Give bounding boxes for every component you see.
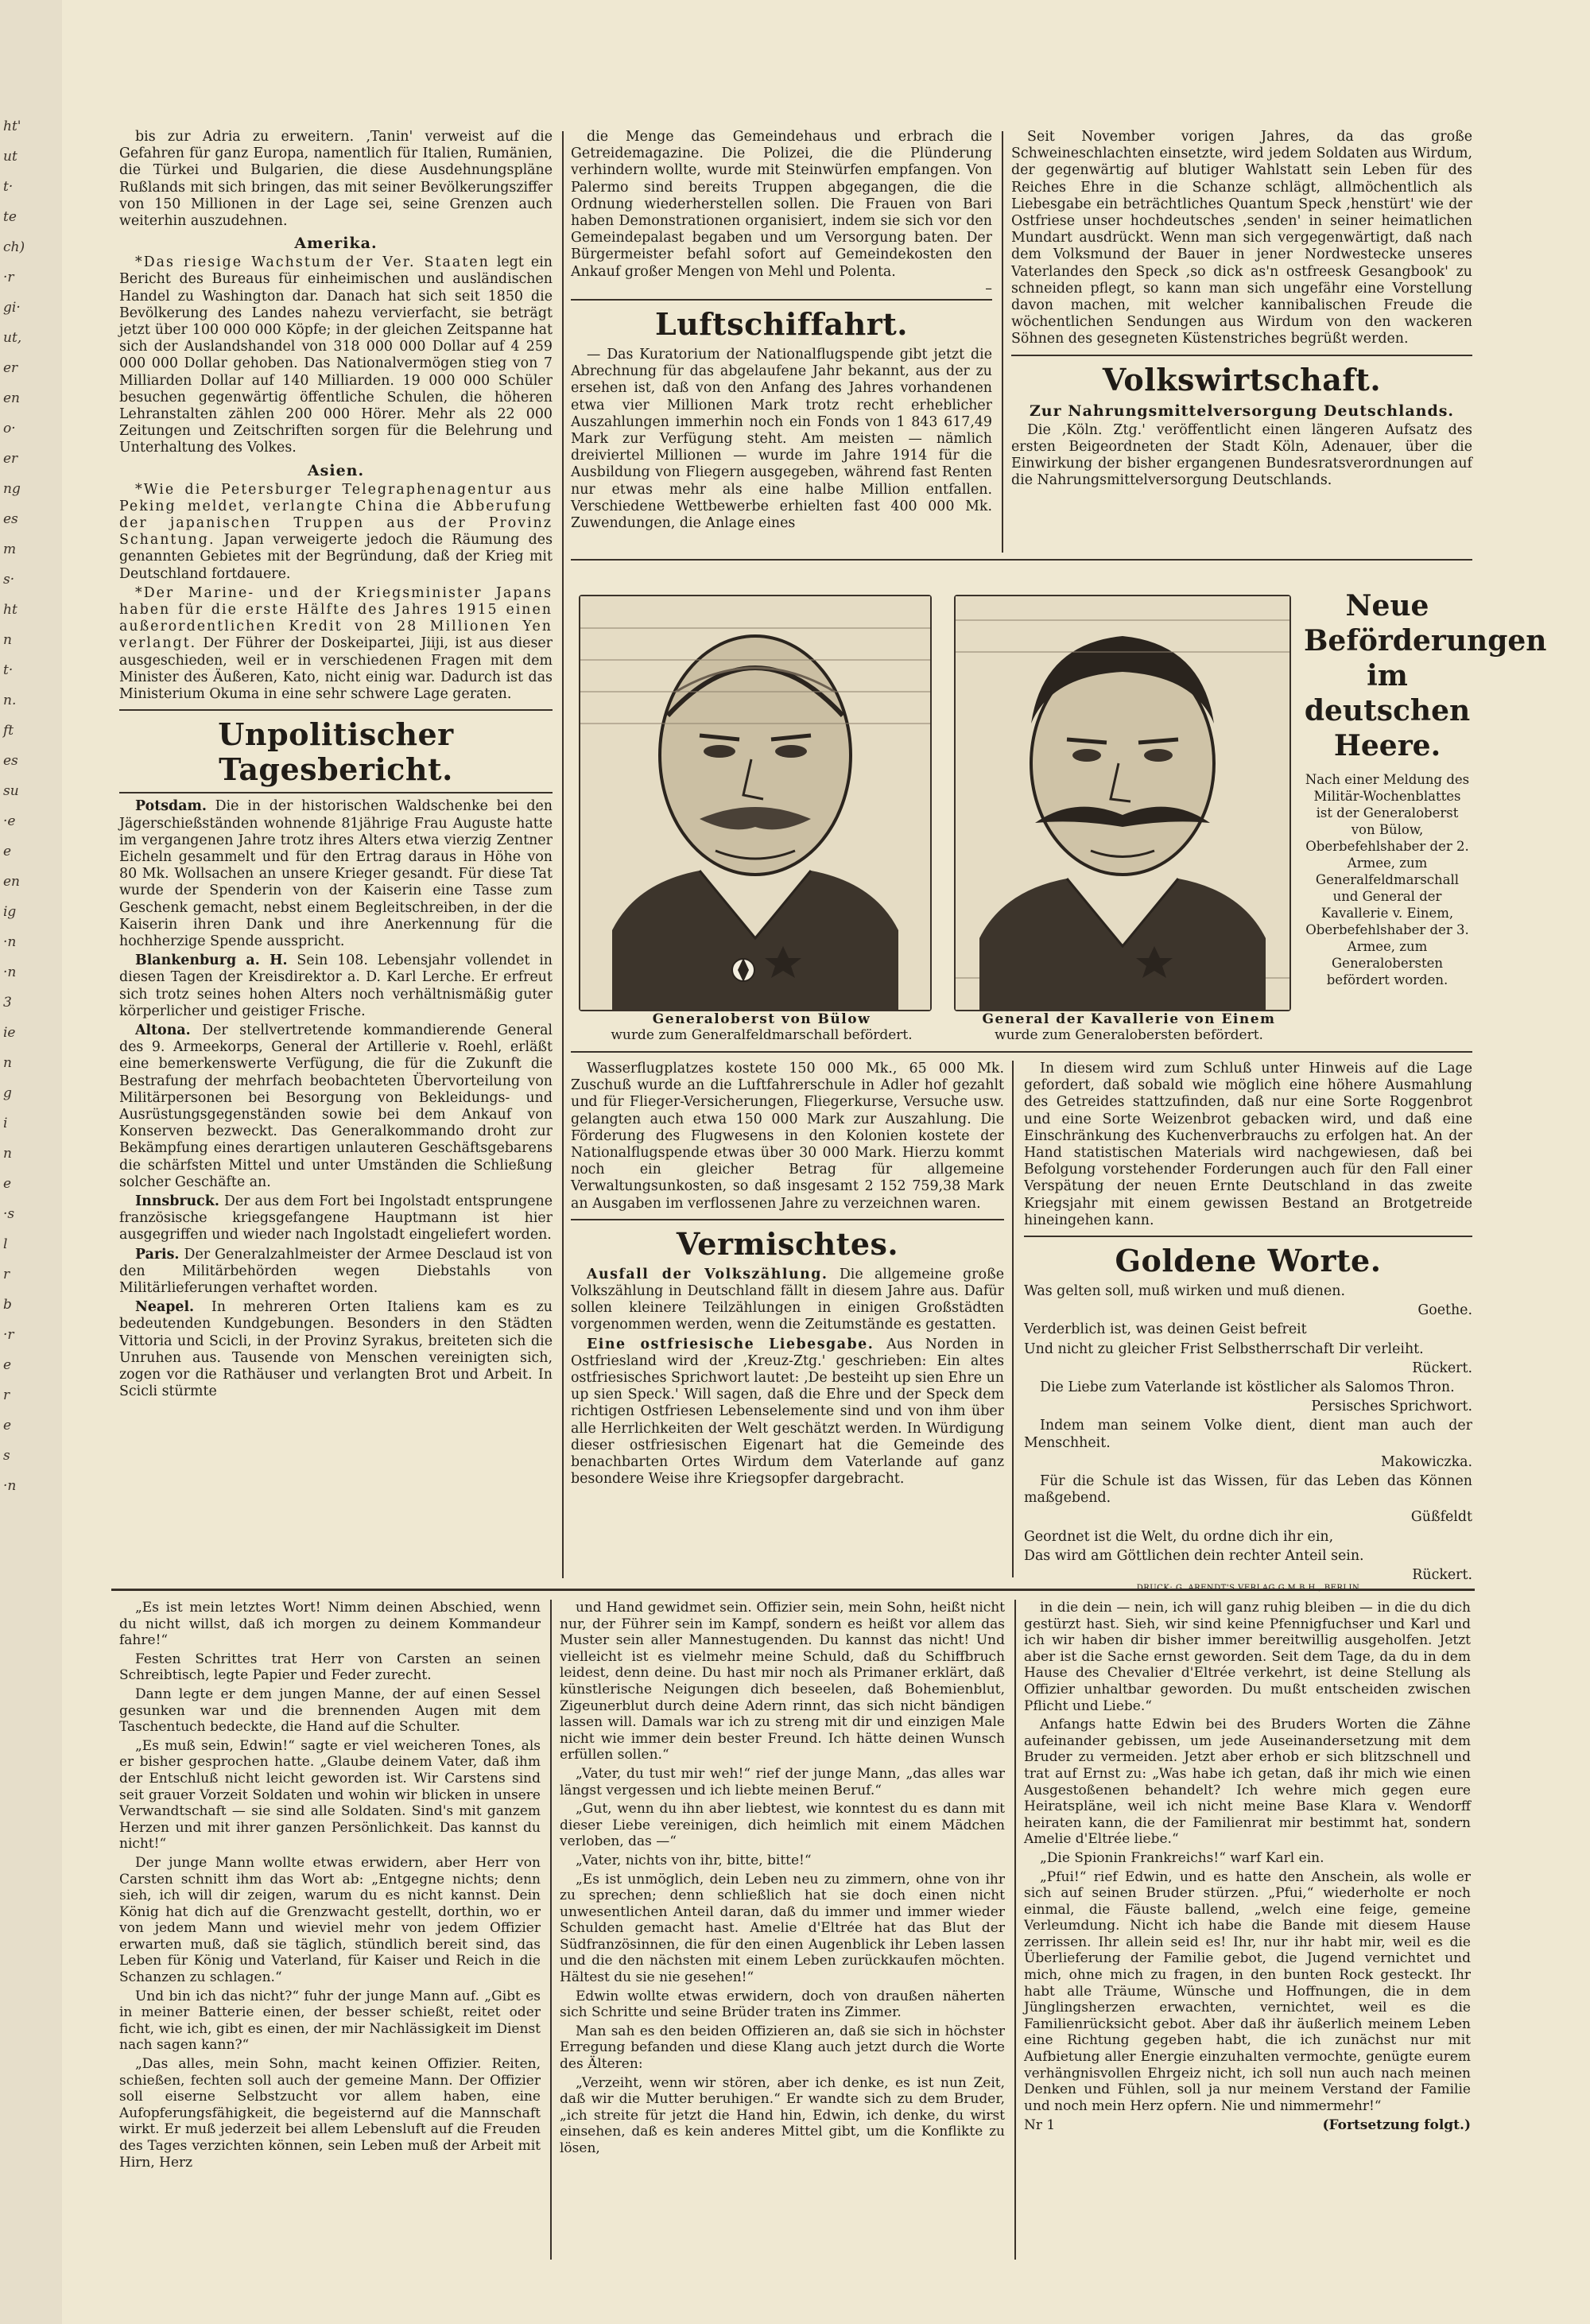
quote-persian-author: Persisches Sprichwort.	[1311, 1399, 1472, 1415]
dateline-paris: Paris.	[135, 1246, 180, 1263]
gutter-fragment: ·n	[3, 934, 17, 950]
section-divider	[1011, 355, 1472, 356]
subheading-food-supply: Zur Nahrungsmittelversorgung Deutschlands.	[1029, 402, 1455, 420]
report-innsbruck-body: Der aus dem Fort bei Ingolstadt entsprungene französische kriegsgefangene Hauptmann ist hier ausgegriffen und wieder nach Ingolstadt eingeliefert worden.	[119, 1193, 553, 1243]
serial-2-p8: „Verzeiht, wenn wir stören, aber ich denke, es ist nun Zeit, daß wir die Mutter beruhigen.“ Er wandte sich zu dem Bruder, „ich streite für jetzt die Hand hin, Edwin, ich denke, du wirst einsehen, daß es kein anderes Mittel gibt, um die Konflikte zu lösen,	[560, 2074, 1005, 2156]
gutter-fragment: o·	[3, 421, 16, 436]
gutter-fragment: s	[3, 1448, 10, 1464]
gutter-fragment: n	[3, 1055, 12, 1071]
article-aviation-fund: — Das Kuratorium der Nationalflugspende gibt jetzt die Abrechnung für das abgelaufene Jahr bekannt, aus der zu ersehen ist, daß von den Anfang des Jahres vorhandenen etwa vier Millionen Mark trotz recht erheblicher Auszahlungen immerhin noch ein Fonds von 1 843 617,49 Mark zur Verfügung steht. Am meisten — nämlich dreiviertel Millionen — wurde im Jahre 1914 für die Ausbildung von Fliegern ausgegeben, während fast Renten nur etwas mehr als eine halbe Million entfallen. Verschiedene Wettbewerbe erhielten fast 400 000 Mk. Zuwendungen, die Anlage eines	[571, 347, 992, 532]
quote-rueckert-2-author: Rückert.	[1412, 1567, 1472, 1584]
article-japan-credit	[119, 585, 553, 703]
column-rule	[1012, 1061, 1014, 1577]
article-china-japan-lead: *Wie die Petersburger Telegraphenagentur aus Peking meldet, verlangte China die Abberufung der japanischen Truppen aus der Provinz Schantung.	[119, 481, 553, 549]
gutter-fragment: en	[3, 874, 21, 890]
caption-einem-name: General der Kavallerie von Einem	[982, 1011, 1276, 1027]
portrait-buelow-image	[580, 596, 930, 1010]
gutter-fragment: er	[3, 360, 18, 376]
column-left	[119, 129, 553, 1576]
article-frisian-gift	[571, 1337, 1004, 1488]
section-divider	[119, 792, 553, 793]
serial-1-p1: „Es ist mein letztes Wort! Nimm deinen Abschied, wenn du nicht willst, daß ich morgen zu deinem Kommandeur fahre!“	[119, 1600, 541, 1649]
gutter-fragment: n	[3, 1146, 12, 1162]
quote-makowiczka-author: Makowiczka.	[1381, 1453, 1472, 1470]
gutter-fragment: e	[3, 1357, 12, 1373]
caption-buelow	[579, 1011, 944, 1043]
gutter-fragment: m	[3, 541, 17, 557]
gutter-fragment: te	[3, 209, 17, 225]
gutter-fragment: s·	[3, 572, 15, 588]
dateline-blankenburg: Blankenburg a. H.	[135, 952, 288, 969]
quote-goethe: Was gelten soll, muß wirken und muß dienen.	[1024, 1283, 1346, 1300]
column-right-top	[1011, 129, 1472, 550]
gutter-fragment: gi·	[3, 300, 21, 316]
serial-1-p5: Der junge Mann wollte etwas erwidern, aber Herr von Carsten schnitt ihm das Wort ab: „Entgegne nichts; denn sieh, ich will dir zeigen, warum du es nicht kannst. Dein König hat dich auf die Grenzwacht gestellt, dorthin, wo er von jedem Mann und wieviel mehr von jedem Offizier erwarten muß, daß sie täglich, stündlich bereit sind, das Leben für König und Vaterland, für Kaiser und Reich in die Schanzen zu schlagen.“	[119, 1854, 541, 1986]
report-paris-body: Der Generalzahlmeister der Armee Desclaud ist von den Militärbehörden wegen Diebstahls von Militärlieferungen verhaftet worden.	[119, 1246, 553, 1296]
promotions-title: Neue Beförderungen im deutschen Heere.	[1304, 589, 1547, 762]
serial-3-p4: „Pfui!“ rief Edwin, und es hatte den Anschein, als wolle er sich auf seinen Bruder stürzen. „Pfui,“ wiederholte er noch einmal, die Fäuste ballend, „welch eine feige, gemeine Verleumdung. Nicht ich habe die Bande mit diesem Hause zerrissen. Ihr allein seid es! Ihr, nur ihr habt mir, weil es die Überlieferung der Familie gebot, die Jugend vernichtet und mich, ohne mich zu fragen, in den bunten Rock gesteckt. Ihr habt alle Träume, Wünsche und Hoffnungen, die in dem Jünglingsherzen erwachten, vernichtet, weil es die Familienrücksicht gebot. Aber daß ihr äußerlich meinem Leben eine Richtung gegeben habt, die ich zunächst nur mit Aufbietung aller Energie einzuhalten vermochte, genügte eurem verhängnisvollen Ehrgeiz nicht, ich soll nun auch nach meinen Denken und Fühlen, soll ja nur meinem Verstand der Familie und noch mein Herz opfern. Nie und nimmermehr!“	[1024, 1868, 1471, 2114]
feature-bottom-rule	[571, 1051, 1472, 1053]
gutter-fragment: t·	[3, 179, 14, 195]
gutter-fragment: ht	[3, 602, 17, 618]
heading-asia: Asien.	[307, 461, 365, 479]
gutter-fragment: r	[3, 1387, 10, 1403]
section-title-golden-words: Goldene Worte.	[1115, 1243, 1382, 1279]
gutter-fragment: ·e	[3, 813, 16, 829]
gutter-fragment: n.	[3, 693, 17, 708]
column-rule	[1014, 1600, 1016, 2260]
report-paris	[119, 1247, 553, 1298]
gutter-fragment: ie	[3, 1025, 16, 1041]
portrait-buelow	[579, 595, 932, 1011]
gutter-fragment: r	[3, 1267, 10, 1282]
gutter-fragment: b	[3, 1297, 12, 1313]
gutter-fragment: su	[3, 783, 19, 799]
quote-rueckert-2a: Geordnet ist die Welt, du ordne dich ihr ein,	[1024, 1528, 1334, 1545]
report-altona-body: Der stellvertretende kommandierende General des 9. Armeekorps, General der Artillerie v. Roehl, erläßt eine bemerkenswerte Verfügung, die für die Zukunft die Bestrafung der mehrfach beobachteten Übervorteilung von Militärpersonen bei Besorgung von Bekleidungs- und Ausrüstungsgegenständen sowie bei dem Ankauf von Konserven bezweckt. Das Generalkommando droht zur Bekämpfung eines derartigen unlauteren Geschäftsgebarens die schärfsten Mittel und unter Umständen die Schließung solcher Geschäfte an.	[119, 1022, 553, 1190]
article-census-lead: Ausfall der Volkszählung.	[587, 1266, 828, 1282]
folio-number: Nr 1	[1024, 2117, 1056, 2134]
quote-guessfeldt-author: Güßfeldt	[1410, 1509, 1472, 1526]
article-us-growth-lead: *Das riesige Wachstum der Ver. Staaten	[135, 254, 490, 271]
portrait-einem-image	[956, 596, 1289, 1010]
serial-1-p7: „Das alles, mein Sohn, macht keinen Offizier. Reiten, schießen, fechten soll auch der gemeine Mann. Der Offizier soll eiserne Selbstzucht vor allem haben, eine Aufopferungsfähigkeit, die begeisternd auf die Mannschaft wirkt. Er muß jederzeit bei allem Lebensluft auf die Freuden des Tages verzichten können, sein Leben muß der Arbeit mit Hirn, Herz	[119, 2056, 541, 2171]
quote-makowiczka: Indem man seinem Volke dient, dient man auch der Menschheit.	[1024, 1418, 1472, 1451]
quote-guessfeldt: Für die Schule ist das Wissen, für das Leben das Können maßgebend.	[1024, 1473, 1472, 1507]
serial-2-p4: „Vater, nichts von ihr, bitte, bitte!“	[576, 1852, 812, 1868]
gutter-fragment: g	[3, 1085, 12, 1101]
caption-einem-sub: wurde zum Generalobersten befördert.	[995, 1027, 1263, 1043]
gutter-fragment: t·	[3, 662, 14, 678]
gutter-fragment: e	[3, 1418, 12, 1434]
article-food-supply: Die ‚Köln. Ztg.' veröffentlicht einen längeren Aufsatz des ersten Beigeordneten der Stadt Köln, Adenauer, über die Einwirkung der bisher ergangenen Bundesratsverordnungen auf die Nahrungsmittelversorgung Deutschlands.	[1011, 421, 1472, 489]
column-rule	[1002, 131, 1003, 553]
gutter-fragment: ig	[3, 904, 17, 920]
gutter-fragment: ut	[3, 149, 17, 165]
gutter-fragment: n	[3, 632, 12, 648]
serial-1-p6: Und bin ich das nicht?“ fuhr der junge Mann auf. „Gibt es in meiner Batterie einen, der besser schießt, reitet oder ficht, wie ich, gibt es einen, der mir Nachlässigkeit im Dienst nach sagen kann?“	[119, 1988, 541, 2054]
gutter-fragment: ng	[3, 481, 21, 497]
caption-buelow-sub: wurde zum Generalfeldmarschall befördert.	[611, 1027, 913, 1043]
serial-column-2	[560, 1600, 1005, 2260]
quote-rueckert-1b: Und nicht zu gleicher Frist Selbstherrschaft Dir verleiht.	[1024, 1340, 1424, 1357]
caption-buelow-name: Generaloberst von Bülow	[652, 1011, 871, 1027]
serial-2-p7: Man sah es den beiden Offizieren an, daß sie sich in höchster Erregung befanden und diese Klang auch jetzt durch die Worte des Älteren:	[560, 2023, 1005, 2073]
quote-rueckert-2b: Das wird am Göttlichen dein rechter Anteil sein.	[1024, 1547, 1364, 1564]
article-census	[571, 1267, 1004, 1334]
report-potsdam-body: Die in der historischen Waldschenke bei den Jägerschießständen wohnende 81jährige Frau Auguste hatte im vergangenen Jahre trotz ihres Alters etwa vierzig Zentner Eicheln gesammelt und für den Ertrag daraus in Höhe von 80 Mk. Wollsachen an unsere Krieger gesandt. Für diese Tat wurde der Spenderin von der Kaiserin eine Tasse zum Geschenk gemacht, nebst einem Begleitschreiben, in der die Kaiserin ihren Dank und ihre Anerkennung für die hochherzige Spende ausspricht.	[119, 798, 553, 949]
feature-top-rule	[571, 559, 1472, 561]
section-divider	[571, 299, 992, 301]
serial-2-p5: „Es ist unmöglich, dein Leben neu zu zimmern, ohne von ihr zu sprechen; denn schließlich hat sie doch einen nicht unwesentlichen Anteil daran, daß du immer und immer wieder Schulden gemacht hast. Amelie d'Eltrée hat das Blut der Südfranzösinnen, die für den einen Augenblick ihr Leben lassen und die den nächsten mit einem Leben zurückkaufen möchten. Hältest du sie nie gesehen!“	[560, 1871, 1005, 1986]
report-neapel-body: In mehreren Orten Italiens kam es zu bedeutenden Kundgebungen. Besonders in den Städten Vittoria und Scicli, in der Provinz Syrakus, breiteten sich die Unruhen aus. Tausende von Menschen vereinigten sich, zogen vor die Rathäuser und verlangten Brot und Arbeit. In Scicli stürmte	[119, 1299, 553, 1400]
gutter-fragment: ut,	[3, 330, 22, 346]
column-middle-top	[571, 129, 992, 550]
serial-1-p2: Festen Schrittes trat Herr von Carsten an seinen Schreibtisch, legte Papier und Feder zurecht.	[119, 1651, 541, 1684]
gutter-fragment: ·n	[3, 964, 17, 980]
report-blankenburg	[119, 952, 553, 1020]
dateline-altona: Altona.	[135, 1022, 191, 1038]
gutter-fragment: es	[3, 511, 18, 527]
column-middle-bottom	[571, 1061, 1004, 1577]
gutter-fragment: es	[3, 753, 18, 769]
dateline-innsbruck: Innsbruck.	[135, 1193, 219, 1209]
article-us-growth	[119, 254, 553, 456]
report-innsbruck	[119, 1193, 553, 1244]
column-rule	[550, 1600, 552, 2260]
serial-2-p1: und Hand gewidmet sein. Offizier sein, mein Sohn, heißt nicht nur, der Führer sein im Kampf, sondern es heißt vor allem das Muster sein aller Mannestugenden. Du kannst das nicht! Und vielleicht ist es vielmehr meine Schuld, daß du Schiffbruch leidest, denn deine. Du hast mir noch als Primaner erklärt, daß künstlerische Neigungen dich beseelen, daß Bohemienblut, Zigeunerblut durch deine Adern rinnt, das sich nicht bändigen lassen will. Damals war ich zu streng mit dir und einzigen Male nicht wie immer dein bester Freund. Ich hätte deinen Wunsch erfüllen sollen.“	[560, 1600, 1005, 1763]
dateline-neapel: Neapel.	[135, 1299, 195, 1316]
serial-footer	[1024, 2117, 1471, 2134]
serial-1-p4: „Es muß sein, Edwin!“ sagte er viel weicheren Tones, als er bisher gesprochen hatte. „Glaube deinem Vater, daß ihm der Entschluß nicht leicht geworden ist. Wir Carstens sind seit grauer Vorzeit Soldaten und wohin wir blicken in unsere Verwandtschaft — sie sind alle Soldaten. Sind's mit ganzem Herzen und mit ihrer ganzen Persönlichkeit. Das kannst du nicht!“	[119, 1737, 541, 1853]
section-divider	[1024, 1236, 1472, 1237]
article-frisian-gift-lead: Eine ostfriesische Liebesgabe.	[587, 1336, 874, 1352]
section-title-miscellany: Vermischtes.	[676, 1225, 899, 1262]
report-neapel	[119, 1299, 553, 1400]
serial-2-p2: „Vater, du tust mir weh!“ rief der junge Mann, „das alles war längst vergessen und ich liebte meinen Beruf.“	[560, 1765, 1005, 1798]
article-china-japan-body: Japan verweigerte jedoch die Räumung des genannten Gebietes mit der Begründung, daß der Krieg mit Deutschland fortdauere.	[119, 532, 553, 582]
serial-3-p1: in die dein — nein, ich will ganz ruhig bleiben — in die du dich gestürzt hast. Sieh, wir sind keine Pfennigfuchser und Karl und ich wir haben dir bisher immer bereitwillig ausgeholfen. Jetzt aber ist die Sache ernst geworden. Seit dem Tage, da du in dem Hause des Chevalier d'Eltrée verkehrt, ist deine Stellung als Offizier unhaltbar geworden. Du mußt entscheiden zwischen Pflicht und Liebe.“	[1024, 1600, 1471, 1714]
gutter-fragment: ·r	[3, 1327, 14, 1343]
article-aviation-fund-continued: Wasserflugplatzes kostete 150 000 Mk., 65 000 Mk. Zuschuß wurde an die Luftfahrerschule in Adler hof gezahlt und für Flieger-Versicherungen, Fliegerkurse, Versuche usw. gelangten auch etwa 150 000 Mark zur Auszahlung. Die Förderung des Flugwesens in den Kolonien kostete der Nationalflugspende etwas über 30 000 Mark. Hierzu kommt noch ein gleicher Betrag für allgemeine Verwaltungsunkosten, so daß insgesamt 2 152 759,38 Mark an Ausgaben im verflossenen Jahre zu verzeichnen waren.	[571, 1061, 1004, 1212]
end-dash: –	[985, 280, 992, 297]
gutter-fragment: 3	[3, 995, 12, 1011]
article-wirdum-speck: Seit November vorigen Jahres, da das große Schweineschlachten einsetzte, wird jedem Soldaten aus Wirdum, der gegenwärtig auf blutiger Wahlstatt sein Leben für des Reiches Ehre in die Schanze schlägt, allmöchentlich als Liebesgabe ein beträchtliches Quantum Speck ‚henstürt' wie der Ostfriese unser hochdeutsches ‚senden' in seiner heimatlichen Mundart ausdrückt. Wenn man sich vergegenwärtigt, daß nach dem Volksmund der Bauer in jener Nordwestecke unseres Vaterlandes den Speck ‚so dick as'n ostfreesk Gesangbook' zu schneiden pflegt, so kann man sich ungefähr eine Vorstellung davon machen, mit welcher kannibalischen Freude die wöchentlichen Sendungen aus Wirdum von den wackeren Söhnen des gesegneten Küstenstriches begrüßt werden.	[1011, 129, 1472, 347]
report-blankenburg-body: Sein 108. Lebensjahr vollendet in diesen Tagen der Kreisdirektor a. D. Karl Lerche. Er erfreut sich trotz seines hohen Alters noch verhältnismäßig guter körperlicher und geistiger Frische.	[119, 952, 553, 1019]
article-food-supply-continued: In diesem wird zum Schluß unter Hinweis auf die Lage gefordert, daß sobald wie möglich eine höhere Ausmahlung des Getreides stattzufinden, daß nur eine Sorte Roggenbrot und eine Sorte Weizenbrot gebacken wird, und daß eine Einschränkung des Kuchenverbrauchs zu erfolgen hat. An der Hand statistischen Materials wird nachgewiesen, daß bei Befolgung vorstehender Forderungen auch für den Fall einer Verspätung der neuen Ernte Deutschland in das zweite Kriegsjahr mit einem gewissen Bestand an Brotgetreide hineingehen kann.	[1024, 1061, 1472, 1228]
promotions-sidebar	[1304, 588, 1547, 1018]
gutter-fragment: e	[3, 1176, 12, 1192]
gutter-fragment: ·r	[3, 270, 14, 285]
article-frisian-gift-body: Aus Norden in Ostfriesland wird der ‚Kreuz-Ztg.' geschrieben: Ein altes ostfriesisches Sprichwort lautet: ‚De besteiht up sien Ehre un up sien Speck.' Will sagen, daß die Ehre und der Speck dem richtigen Ostfriesen Lebenselemente sind und von ihm über alle Herrlichkeiten der Welt geschätzt werden. In Würdigung dieser ostfriesischen Eigenart hat die Gemeinde des benachbarten Ortes Wirdum dem Vaterlande auf ganz besondere Weise ihre Kriegsopfer dargebracht.	[571, 1336, 1004, 1488]
section-title-daily-report: Unpolitischer Tagesbericht.	[218, 716, 454, 788]
column-right-bottom	[1024, 1061, 1472, 1584]
gutter-fragment: er	[3, 451, 18, 467]
gutter-fragment: ·n	[3, 1478, 17, 1494]
serial-top-rule	[111, 1589, 1475, 1591]
report-potsdam	[119, 798, 553, 950]
heading-america: Amerika.	[294, 235, 378, 253]
gutter-fragment: en	[3, 390, 21, 406]
article-japan-credit-body: Der Führer der Doskeipartei, Jiiji, ist aus dieser ausgeschieden, weil er in verschiedenen Fragen mit dem Minister des Äußeren, Kato, nicht einig war. Dadurch ist das Ministerium Okuma in eine sehr schwere Lage geraten.	[119, 635, 553, 703]
quote-rueckert-1-author: Rückert.	[1412, 1360, 1472, 1376]
quote-goethe-author: Goethe.	[1417, 1302, 1472, 1319]
serial-3-p2: Anfangs hatte Edwin bei des Bruders Worten die Zähne aufeinander gebissen, um jede Auseinandersetzung mit dem Bruder zu vermeiden. Jetzt aber erhob er sich blitzschnell und trat auf Ernst zu: „Was habe ich getan, daß ihr mich wie einen Ausgestoßenen behandelt? Ich wehre mich gegen eure Heiratspläne, weil ich nicht meine Base Klara v. Wendorff heiraten kann, die der Familienrat mir bestimmt hat, sondern Amelie d'Eltrée liebe.“	[1024, 1717, 1471, 1848]
section-title-aviation: Luftschiffahrt.	[654, 306, 909, 343]
serial-1-p3: Dann legte er dem jungen Manne, der auf einen Sessel gesunken war und die brennenden Augen mit dem Taschentuch bedeckte, die Hand auf die Schulter.	[119, 1686, 541, 1736]
article-japan-credit-lead: *Der Marine- und der Kriegsminister Japans haben für die erste Hälfte des Jahres 1915 einen außerordentlichen Kredit von 28 Millionen Yen verlangt.	[119, 584, 553, 652]
dateline-potsdam: Potsdam.	[135, 798, 207, 815]
to-be-continued: (Fortsetzung folgt.)	[1322, 2117, 1471, 2134]
article-china-japan	[119, 482, 553, 583]
serial-2-p3: „Gut, wenn du ihn aber liebtest, wie konntest du es dann mit dieser Liebe vereinigen, dich heimlich mit einem Mädchen verloben, das —“	[560, 1801, 1005, 1850]
article-italy-riots-end: die Menge das Gemeindehaus und erbrach die Getreidemagazine. Die Polizei, die die Plünderung verhindern wollte, wurde mit Steinwürfen empfangen. Von Palermo sind bereits Truppen abgegangen, die die Ordnung wiederherstellen sollen. Die Frauen von Bari haben Demonstrationen organisiert, indem sie sich vor den Gemeindepalast begaben und um Versorgung baten. Der Bürgermeister befahl sofort auf Gemeindekosten den Ankauf großer Mengen von Mehl und Polenta.	[571, 129, 992, 280]
promotions-text: Nach einer Meldung des Militär-Wochenblattes ist der Generaloberst von Bülow, Oberbefehlshaber der 2. Armee, zum Generalfeldmarschall und General der Kavallerie v. Einem, Oberbefehlshaber der 3. Armee, zum Generalobersten befördert worden.	[1305, 772, 1470, 987]
left-page-margin	[0, 0, 64, 2324]
section-title-economy: Volkswirtschaft.	[1102, 361, 1382, 398]
gutter-fragment: i	[3, 1115, 8, 1131]
serial-2-p6: Edwin wollte etwas erwidern, doch von draußen näherten sich Schritte und seine Brüder traten ins Zimmer.	[560, 1988, 1005, 2021]
serial-column-1	[119, 1600, 541, 2260]
report-altona	[119, 1022, 553, 1191]
section-divider	[119, 709, 553, 711]
gutter-fragment: l	[3, 1236, 8, 1252]
article-russia-end: bis zur Adria zu erweitern. ‚Tanin' verweist auf die Gefahren für ganz Europa, namentlich für Italien, Rumänien, die Türkei und Bulgarien, die diese Ausdehnungspläne Rußlands mit sich bringen, das mit seiner Bevölkerungsziffer von 150 Millionen in der Lage sei, seine Grenzen auch weiterhin auszudehnen.	[119, 129, 553, 230]
gutter-fragment: e	[3, 844, 12, 859]
column-rule	[562, 131, 564, 1578]
article-census-body: Die allgemeine große Volkszählung in Deutschland fällt in diesem Jahre aus. Dafür sollen kleinere Teilzählungen in einigen Großstädten vorgenommen werden, wenn die Zeitumstände es gestatten.	[571, 1266, 1004, 1333]
gutter-fragment: ht'	[3, 118, 21, 134]
gutter-fragment: ch)	[3, 239, 25, 255]
quote-persian: Die Liebe zum Vaterlande ist köstlicher als Salomos Thron.	[1040, 1379, 1455, 1396]
serial-3-p3: „Die Spionin Frankreichs!“ warf Karl ein.	[1040, 1849, 1324, 1866]
quote-rueckert-1a: Verderblich ist, was deinen Geist befreit	[1024, 1321, 1307, 1338]
gutter-fragment: ·s	[3, 1206, 15, 1222]
serial-column-3	[1024, 1600, 1471, 2260]
article-us-growth-body: legt ein Bericht des Bureaus für einheimischen und ausländischen Handel zu Washington dar. Danach hat sich seit 1850 die Bevölkerung des Landes nahezu vervierfacht, sie beträgt jetzt über 100 000 000 Köpfe; in der gleichen Zeitspanne hat sich der Auslandshandel von 318 000 000 Dollar auf 4 259 000 000 Dollar gehoben. Das Nationalvermögen stieg von 7 Milliarden Dollar auf 140 Milliarden. 19 000 000 Schüler besuchen gegenwärtig öffentliche Schulen, die höheren Lehranstalten zählen 200 000 Hörer. Mehr als 22 000 Zeitungen und Zeitschriften sorgen für die Belehrung und Unterhaltung des Volkes.	[119, 254, 553, 456]
portrait-einem	[954, 595, 1291, 1011]
caption-einem	[946, 1011, 1312, 1043]
section-divider	[571, 1219, 1004, 1220]
gutter-fragment: ft	[3, 723, 14, 739]
